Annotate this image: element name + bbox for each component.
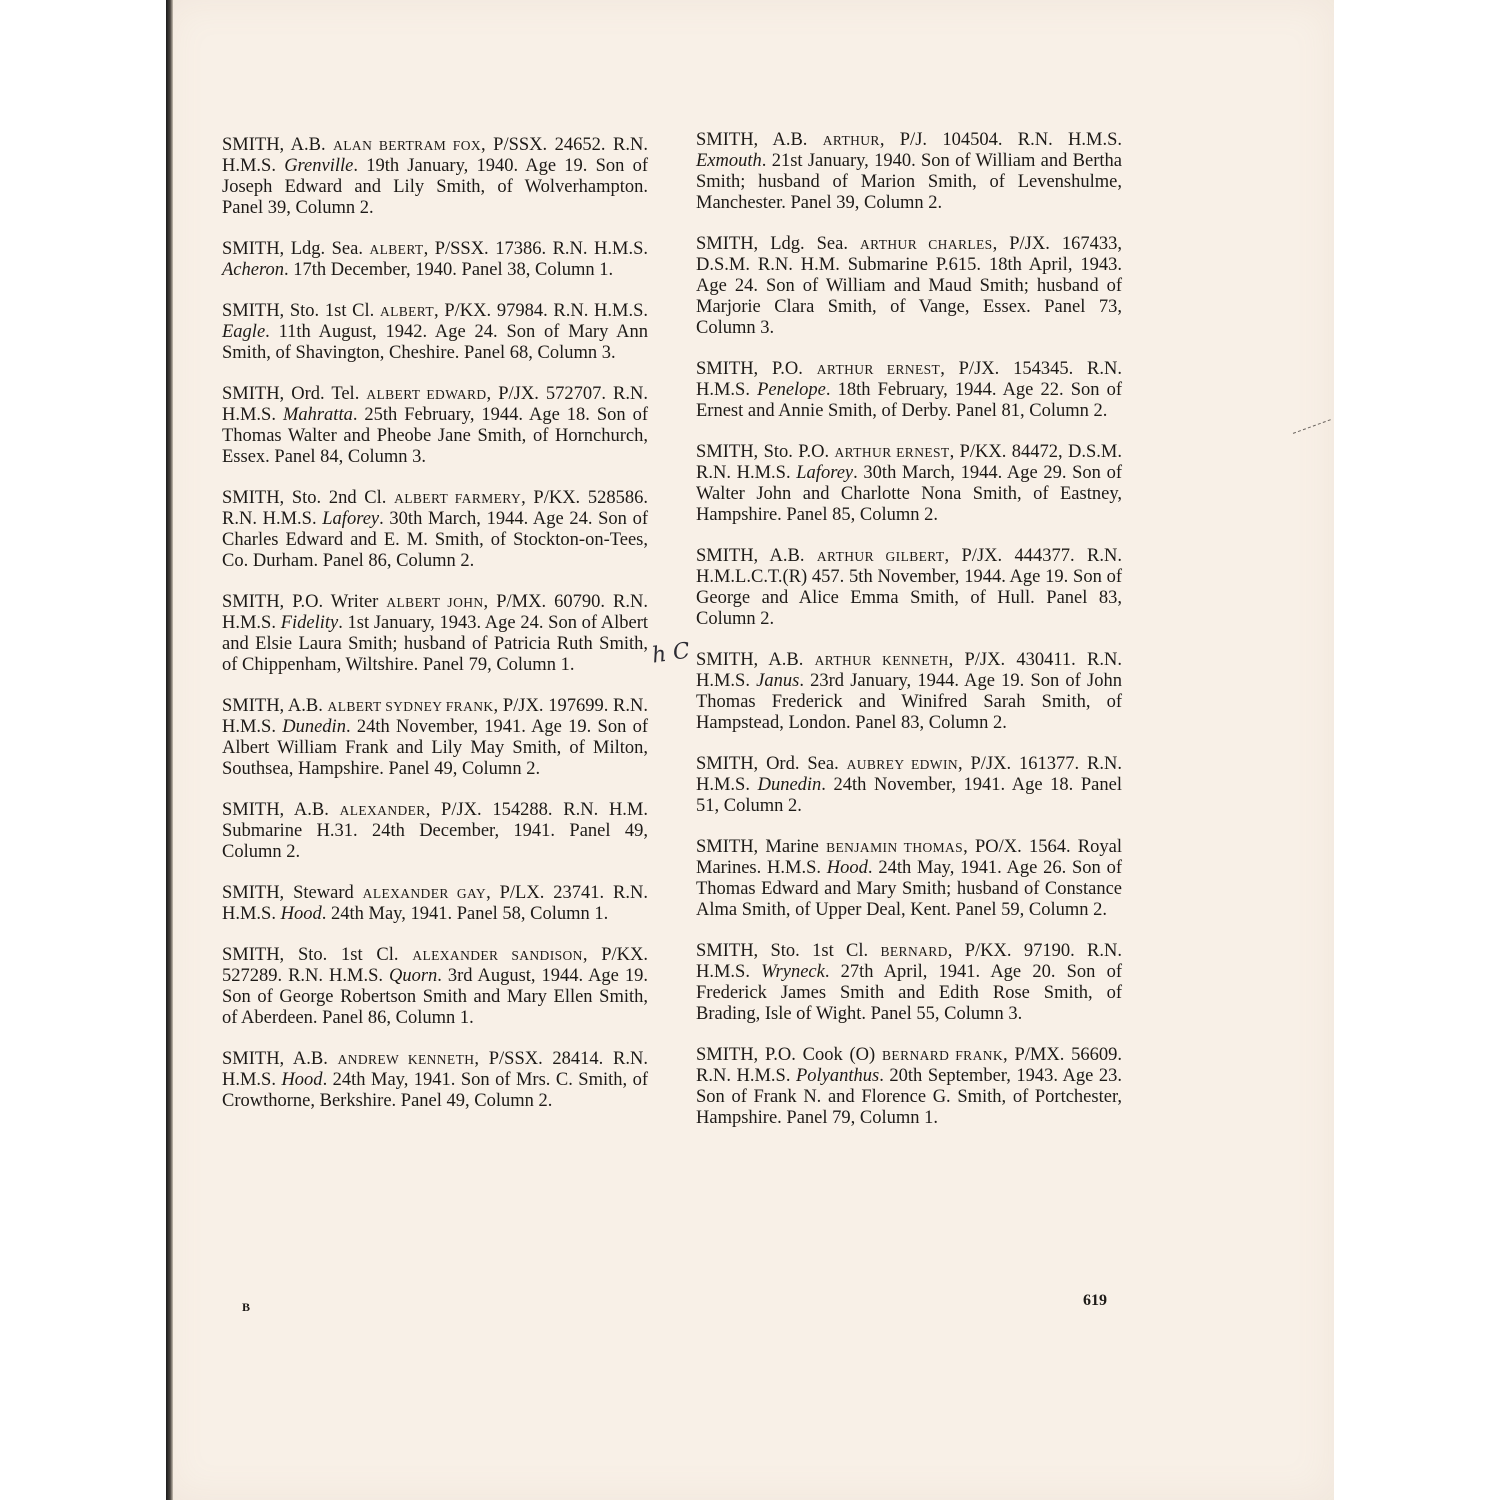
entry: SMITH, A.B. ALAN BERTRAM FOX, P/SSX. 24652. R.N. H.M.S. Grenville. 19th January, 1940. Age 19. Son of Joseph Edward and Lily Smith, of Wolverhampton. Panel 39, Column 2. [222, 135, 648, 218]
entry: SMITH, Ldg. Sea. ALBERT, P/SSX. 17386. R.N. H.M.S. Acheron. 17th December, 1940. Panel 38, Column 1. [222, 239, 648, 280]
ship-name: Dunedin [282, 717, 346, 737]
ship-name: Exmouth [696, 151, 762, 171]
ship-name: Acheron [222, 260, 284, 280]
entry: SMITH, Sto. P.O. ARTHUR ERNEST, P/KX. 84472, D.S.M. R.N. H.M.S. Laforey. 30th March, 1944. Age 29. Son of Walter John and Charlotte Nona Smith, of Eastney, Hampshire. Panel 85, Column 2. [696, 442, 1122, 525]
entry: SMITH, P.O. Cook (O) BERNARD FRANK, P/MX. 56609. R.N. H.M.S. Polyanthus. 20th September, 1943. Age 23. Son of Frank N. and Florence G. Smith, of Portchester, Hampshire. Panel 79, Column 1. [696, 1045, 1123, 1128]
entry: SMITH, A.B. ARTHUR KENNETH, P/JX. 430411. R.N. H.M.S. Janus. 23rd January, 1944. Age 19. Son of John Thomas Frederick and Winifred Sarah Smith, of Hampstead, London. Panel 83, Column 2. [696, 650, 1122, 733]
forename: ARTHUR KENNETH [814, 653, 949, 668]
signature-mark: B [242, 1300, 251, 1314]
entry: SMITH, Ord. Tel. ALBERT EDWARD, P/JX. 572707. R.N. H.M.S. Mahratta. 25th February, 1944. Age 18. Son of Thomas Walter and Pheobe Jane Smith, of Hornchurch, Essex. Panel 84, Column 3. [222, 384, 648, 467]
entry: SMITH, Ord. Sea. AUBREY EDWIN, P/JX. 161377. R.N. H.M.S. Dunedin. 24th November, 1941. Age 18. Panel 51, Column 2. [696, 754, 1122, 816]
forename: ARTHUR CHARLES [860, 237, 993, 252]
forename: ALEXANDER [339, 803, 426, 818]
forename: AUBREY EDWIN [846, 757, 958, 772]
entry: SMITH, Sto. 1st Cl. ALEXANDER SANDISON, P/KX. 527289. R.N. H.M.S. Quorn. 3rd August, 1944. Age 19. Son of George Robertson Smith and Mary Ellen Smith, of Aberdeen. Panel 86, Column 1. [222, 945, 648, 1028]
forename: ANDREW KENNETH [337, 1052, 475, 1067]
entry: SMITH, Steward ALEXANDER GAY, P/LX. 23741. R.N. H.M.S. Hood. 24th May, 1941. Panel 58, Column 1. [222, 883, 649, 924]
ship-name: Janus [756, 671, 800, 691]
forename: ALAN BERTRAM FOX [333, 138, 482, 153]
entry: SMITH, A.B. ARTHUR GILBERT, P/JX. 444377. R.N. H.M.L.C.T.(R) 457. 5th November, 1944. Age 19. Son of George and Alice Emma Smith, of Hull. Panel 83, Column 2. [696, 546, 1122, 629]
forename: BERNARD [880, 944, 948, 959]
ship-name: Grenville [284, 156, 354, 176]
forename: ALBERT [369, 242, 424, 257]
entry: SMITH, Marine BENJAMIN THOMAS, PO/X. 1564. Royal Marines. H.M.S. Hood. 24th May, 1941. Age 26. Son of Thomas Edward and Mary Smith; husband of Constance Alma Smith, of Upper Deal, Kent. Panel 59, Column 2. [696, 837, 1122, 920]
ship-name: Quorn [388, 966, 438, 986]
ship-name: Wryneck [761, 962, 825, 982]
forename: BERNARD FRANK [882, 1048, 1004, 1063]
entry: SMITH, P.O. Writer ALBERT JOHN, P/MX. 60790. R.N. H.M.S. Fidelity. 1st January, 1943. Age 24. Son of Albert and Elsie Laura Smith; husband of Patricia Ruth Smith, of Chippenham, Wiltshire. Panel 79, Column 1. [222, 592, 648, 675]
entry: SMITH, Sto. 1st Cl. ALBERT, P/KX. 97984. R.N. H.M.S. Eagle. 11th August, 1942. Age 24. Son of Mary Ann Smith, of Shavington, Cheshire. Panel 68, Column 3. [222, 301, 649, 363]
left-column [222, 135, 648, 1132]
handwritten-note: h C [650, 638, 692, 669]
ship-name: Hood [280, 904, 322, 924]
forename: ALBERT JOHN [386, 595, 484, 610]
entry: SMITH, A.B. ARTHUR, P/J. 104504. R.N. H.M.S. Exmouth. 21st January, 1940. Son of William and Bertha Smith; husband of Marion Smith, of Levenshulme, Manchester. Panel 39, Column 2. [696, 130, 1122, 213]
entry: SMITH, Ldg. Sea. ARTHUR CHARLES, P/JX. 167433, D.S.M. R.N. H.M. Submarine P.615. 18th April, 1943. Age 24. Son of William and Maud Smith; husband of Marjorie Clara Smith, of Vange, Essex. Panel 73, Column 3. [696, 234, 1122, 338]
entry: SMITH, Sto. 2nd Cl. ALBERT FARMERY, P/KX. 528586. R.N. H.M.S. Laforey. 30th March, 1944. Age 24. Son of Charles Edward and E. M. Smith, of Stockton-on-Tees, Co. Durham. Panel 86, Column 2. [222, 488, 648, 571]
ship-name: Dunedin [757, 775, 822, 795]
ship-name: Fidelity [280, 613, 339, 633]
forename: ALBERT EDWARD [366, 387, 487, 402]
forename: ALEXANDER SANDISON [412, 948, 583, 963]
ship-name: Hood [826, 858, 868, 878]
entry: SMITH, A.B. ALBERT SYDNEY FRANK, P/JX. 197699. R.N. H.M.S. Dunedin. 24th November, 1941. Age 19. Son of Albert William Frank and Lily May Smith, of Milton, Southsea, Hampshire. Panel 49, Column 2. [222, 696, 648, 779]
forename: ALBERT SYDNEY FRANK [327, 699, 494, 714]
ship-name: Laforey [796, 463, 854, 483]
ship-name: Polyanthus [796, 1066, 880, 1086]
ship-name: Eagle [222, 322, 266, 342]
forename: ALEXANDER GAY [362, 886, 487, 901]
page-binding-edge [166, 0, 173, 1500]
forename: ARTHUR ERNEST [816, 362, 941, 377]
right-column [696, 130, 1122, 1149]
forename: BENJAMIN THOMAS [826, 840, 964, 855]
forename: ARTHUR ERNEST [834, 445, 950, 460]
forename: ALBERT FARMERY [394, 491, 522, 506]
ship-name: Laforey [322, 509, 380, 529]
forename: ALBERT [379, 304, 435, 319]
ship-name: Penelope [757, 380, 826, 400]
forename: ARTHUR GILBERT [816, 549, 945, 564]
page-number: 619 [1083, 1292, 1107, 1309]
ship-name: Hood [281, 1070, 323, 1090]
forename: ARTHUR [822, 133, 880, 148]
entry: SMITH, P.O. ARTHUR ERNEST, P/JX. 154345. R.N. H.M.S. Penelope. 18th February, 1944. Age 22. Son of Ernest and Annie Smith, of Derby. Panel 81, Column 2. [696, 359, 1122, 421]
entry: SMITH, Sto. 1st Cl. BERNARD, P/KX. 97190. R.N. H.M.S. Wryneck. 27th April, 1941. Age 20. Son of Frederick James Smith and Edith Rose Smith, of Brading, Isle of Wight. Panel 55, Column 3. [696, 941, 1122, 1024]
entry: SMITH, A.B. ALEXANDER, P/JX. 154288. R.N. H.M. Submarine H.31. 24th December, 1941. Panel 49, Column 2. [222, 800, 648, 862]
ship-name: Mahratta [282, 405, 353, 425]
entry: SMITH, A.B. ANDREW KENNETH, P/SSX. 28414. R.N. H.M.S. Hood. 24th May, 1941. Son of Mrs. C. Smith, of Crowthorne, Berkshire. Panel 49, Column 2. [222, 1049, 648, 1111]
